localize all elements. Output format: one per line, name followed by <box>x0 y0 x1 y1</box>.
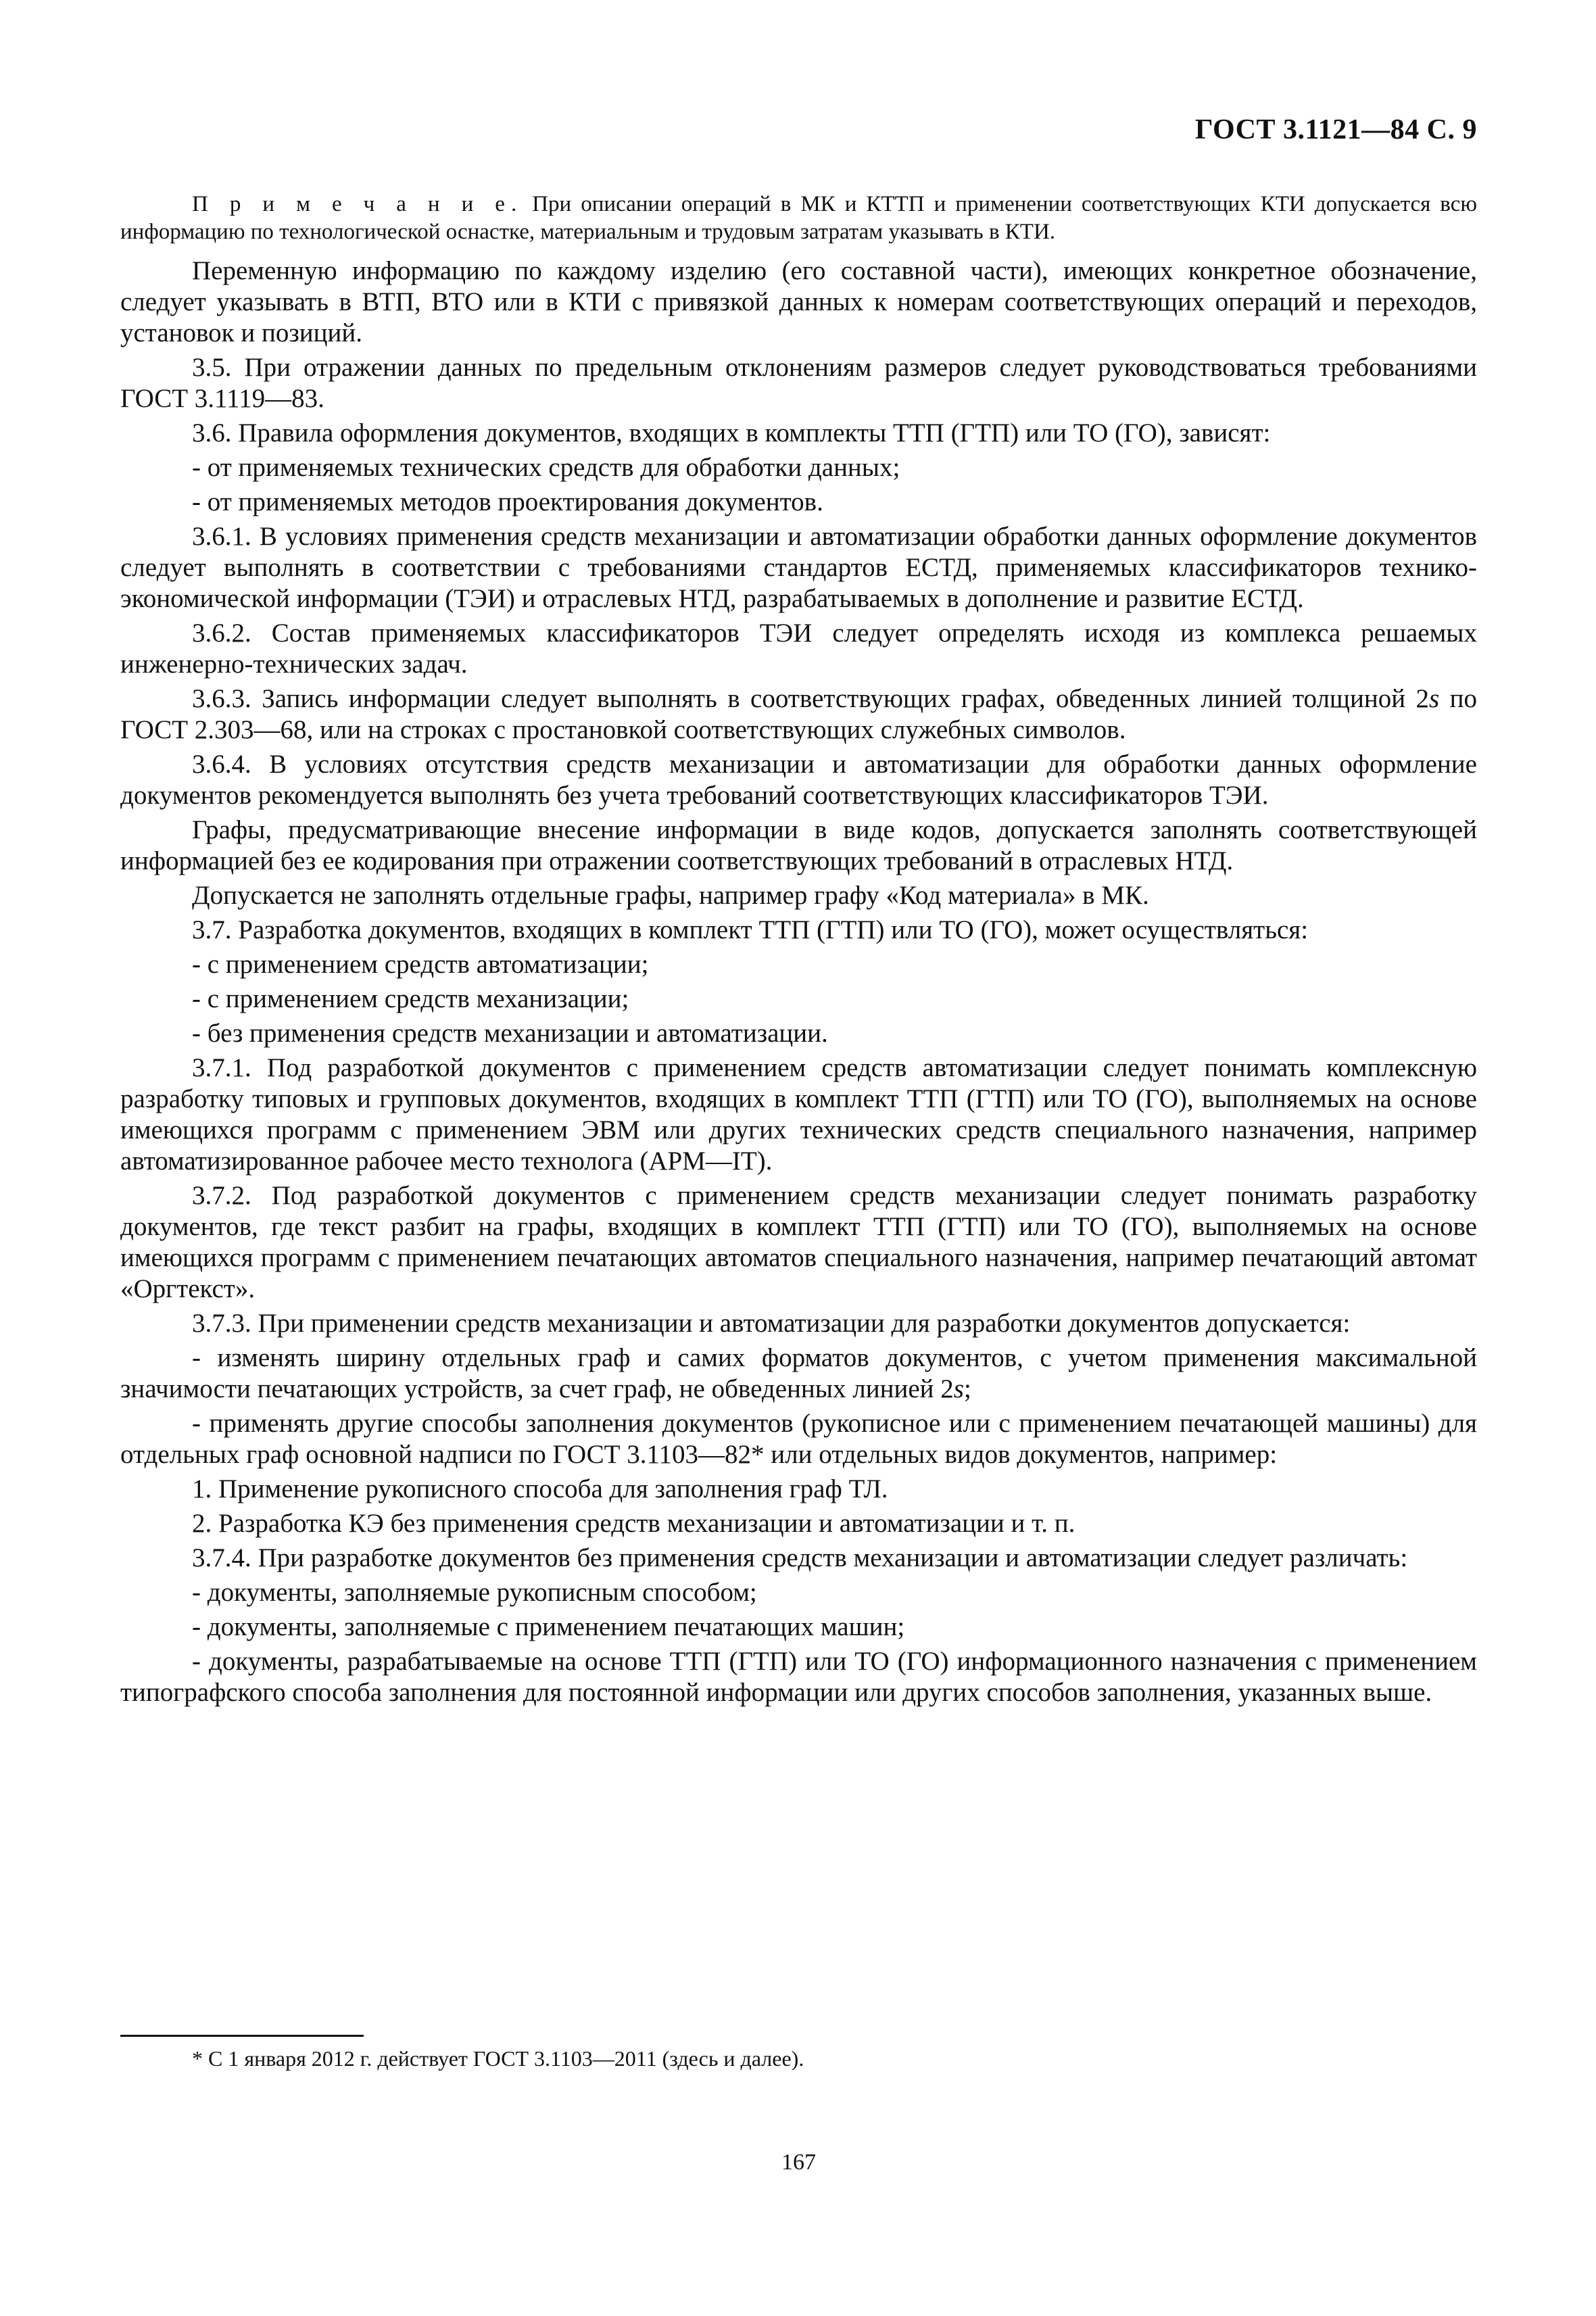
paragraph-text: по ГОСТ 2.303—68, или на строках с простановкой соответствующих служебных символов. <box>120 684 1477 744</box>
footnote-divider <box>120 2035 364 2037</box>
paragraph-3-7-1: 3.7.1. Под разработкой документов с применением средств автоматизации следует понимать комплексную разработку типовых и групповых документов, входящих в комплект ТТП (ГТП) или ТО (ГО), выполняемых на основе имеющихся программ с применением ЭВМ или других технических средств специального назначения, например автоматизированное рабочее место технолога (АРМ—IТ). <box>120 1053 1477 1176</box>
paragraph-text: - изменять ширину отдельных граф и самих форматов документов, с учетом применения максимальной значимости печатающих устройств, за счет граф, не обведенных линией 2 <box>120 1343 1477 1403</box>
paragraph-3-6: 3.6. Правила оформления документов, входящих в комплекты ТТП (ГТП) или ТО (ГО), зависят: <box>192 418 1271 448</box>
list-item: - документы, заполняемые рукописным способом; <box>192 1578 757 1607</box>
paragraph-3-5: 3.5. При отражении данных по предельным отклонениям размеров следует руководствоваться требованиями ГОСТ 3.1119—83. <box>120 353 1477 413</box>
page-number: 167 <box>781 2150 816 2175</box>
paragraph-3-7-4: 3.7.4. При разработке документов без применения средств механизации и автоматизации следует различать: <box>192 1543 1408 1572</box>
document-body <box>120 191 1477 1712</box>
italic-symbol: s <box>1429 684 1440 713</box>
list-item <box>120 1343 1477 1405</box>
list-item: - применять другие способы заполнения документов (рукописное или с применением печатающей машины) для отдельных граф основной надписи по ГОСТ 3.1103—82* или отдельных видов документов, например: <box>120 1409 1477 1469</box>
list-item: - от применяемых технических средств для обработки данных; <box>192 453 900 482</box>
note-paragraph <box>120 191 1477 246</box>
paragraph-text: ; <box>963 1374 971 1403</box>
paragraph-3-7: 3.7. Разработка документов, входящих в комплект ТТП (ГТП) или ТО (ГО), может осуществляться: <box>192 915 1309 944</box>
paragraph: Допускается не заполнять отдельные графы, например графу «Код материала» в МК. <box>192 881 1149 910</box>
paragraph-3-6-4: 3.6.4. В условиях отсутствия средств механизации и автоматизации для обработки данных оформление документов рекомендуется выполнять без учета требований соответствующих классификаторов ТЭИ. <box>120 750 1477 810</box>
paragraph-3-6-1: 3.6.1. В условиях применения средств механизации и автоматизации обработки данных оформление документов следует выполнять в соответствии с требованиями стандартов ЕСТД, применяемых классификаторов технико-экономической информации (ТЭИ) и отраслевых НТД, разрабатываемых в дополнение и развитие ЕСТД. <box>120 522 1477 613</box>
paragraph-3-6-3 <box>120 683 1477 746</box>
example-item: 2. Разработка КЭ без применения средств механизации и автоматизации и т. п. <box>192 1509 1075 1538</box>
paragraph: Переменную информацию по каждому изделию (его составной части), имеющих конкретное обозначение, следует указывать в ВТП, ВТО или в КТИ с привязкой данных к номерам соответствующих операций и переходов, установок и позиций. <box>120 256 1477 347</box>
list-item: - от применяемых методов проектирования документов. <box>192 487 823 516</box>
list-item: - с применением средств автоматизации; <box>192 950 649 979</box>
list-item: - без применения средств механизации и автоматизации. <box>192 1019 828 1048</box>
list-item: - документы, разрабатываемые на основе ТТП (ГТП) или ТО (ГО) информационного назначения с применением типографского способа заполнения для постоянной информации или других способов заполнения, указанных выше. <box>120 1647 1477 1707</box>
paragraph-text: 3.6.3. Запись информации следует выполнять в соответствующих графах, обведенных линией толщиной 2 <box>192 684 1429 713</box>
example-item: 1. Применение рукописного способа для заполнения граф ТЛ. <box>192 1474 888 1503</box>
note-label: П р и м е ч а н и е. <box>192 192 523 216</box>
paragraph-3-7-3: 3.7.3. При применении средств механизации и автоматизации для разработки документов допускается: <box>192 1309 1351 1338</box>
italic-symbol: s <box>953 1374 964 1403</box>
note-text: При описании операций в МК и КТТП и применении соответствующих КТИ допускается всю информацию по технологической оснастке, материальным и трудовым затратам указывать в КТИ. <box>120 192 1477 244</box>
footnote: * С 1 января 2012 г. действует ГОСТ 3.1103—2011 (здесь и далее). <box>192 2046 804 2071</box>
paragraph: Графы, предусматривающие внесение информации в виде кодов, допускается заполнять соответствующей информацией без ее кодирования при отражении соответствующих требований в отраслевых НТД. <box>120 815 1477 875</box>
document-header: ГОСТ 3.1121—84 С. 9 <box>1194 114 1477 145</box>
paragraph-3-7-2: 3.7.2. Под разработкой документов с применением средств механизации следует понимать разработку документов, где текст разбит на графы, входящих в комплект ТТП (ГТП) или ТО (ГО), выполняемых на основе имеющихся программ с применением печатающих автоматов специального назначения, например печатающий автомат «Оргтекст». <box>120 1181 1477 1303</box>
paragraph-3-6-2: 3.6.2. Состав применяемых классификаторов ТЭИ следует определять исходя из комплекса решаемых инженерно-технических задач. <box>120 619 1477 679</box>
list-item: - документы, заполняемые с применением печатающих машин; <box>192 1612 905 1641</box>
list-item: - с применением средств механизации; <box>192 984 629 1013</box>
document-page <box>120 0 1477 2316</box>
